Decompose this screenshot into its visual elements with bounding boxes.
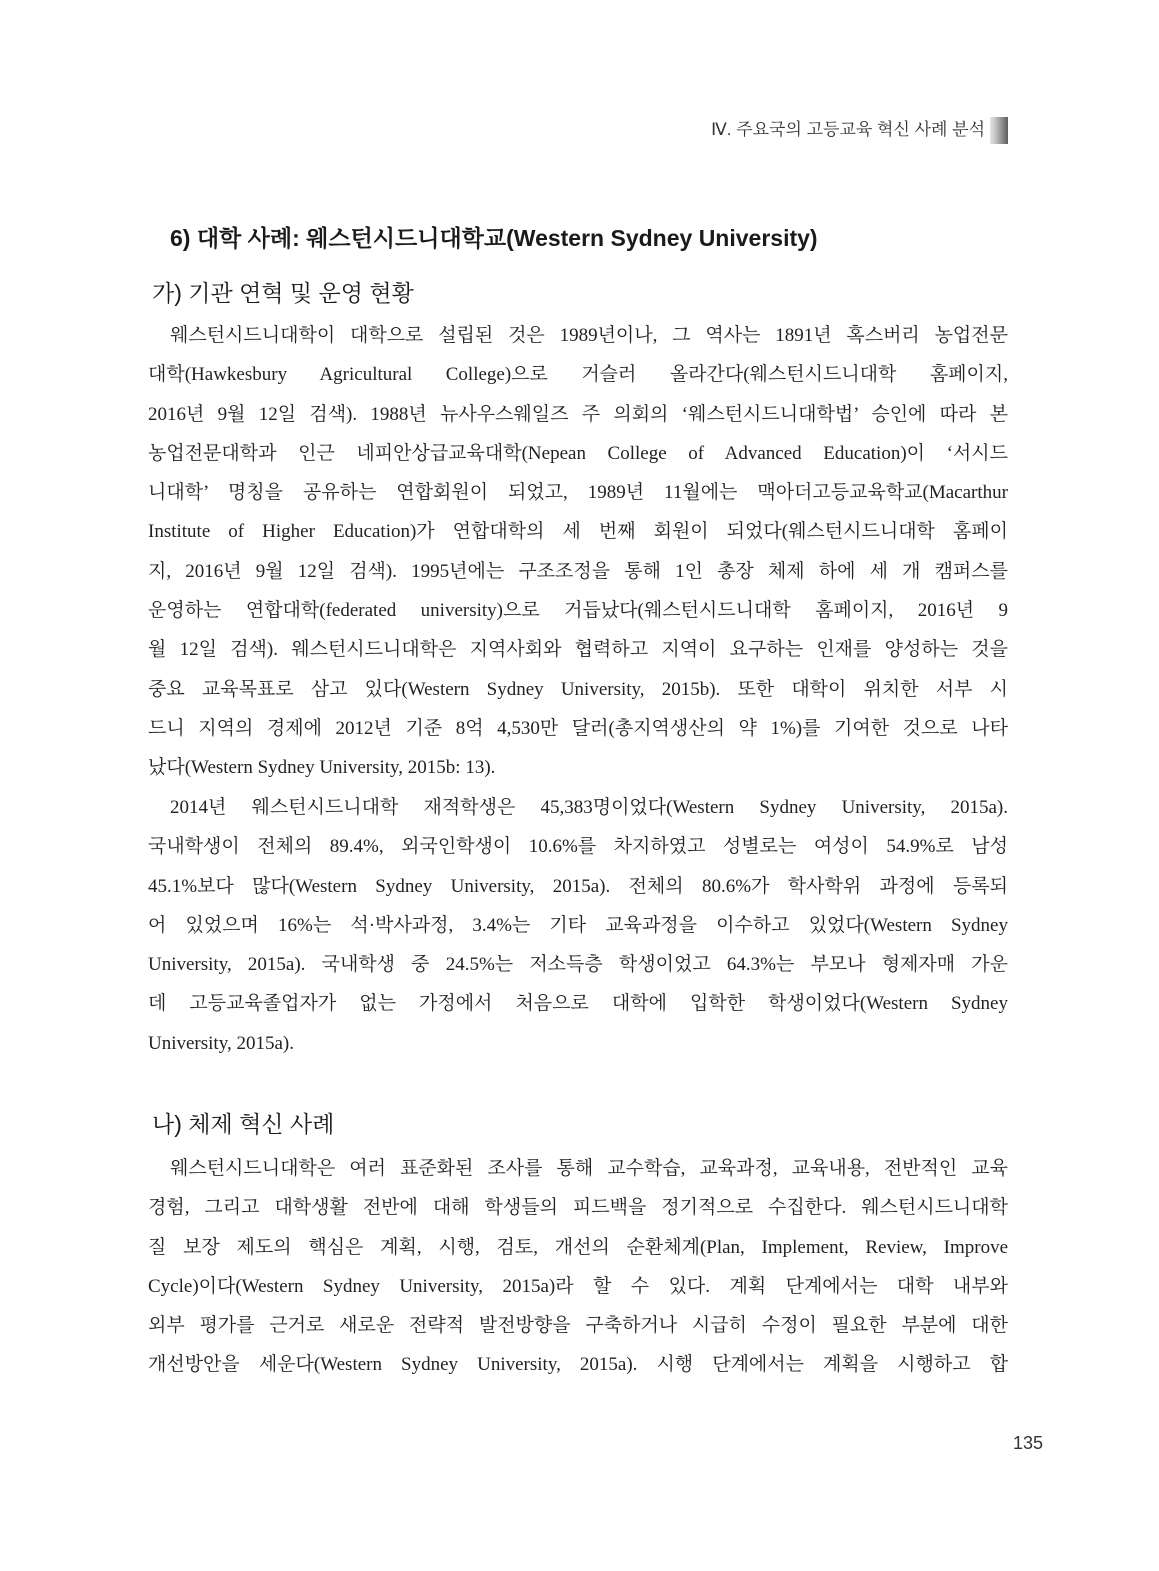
body-text-line: 국내학생이 전체의 89.4%, 외국인학생이 10.6%를 차지하였고 성별로는 여성이 54.9%로 남성: [148, 836, 1008, 858]
body-text-line: University, 2015a).: [148, 1032, 294, 1054]
section-heading: 6) 대학 사례: 웨스턴시드니대학교(Western Sydney University): [170, 225, 818, 251]
body-text-line: 농업전문대학과 인근 네피안상급교육대학(Nepean College of Advanced Education)이 ‘서시드: [148, 442, 1008, 464]
body-text-line: 외부 평가를 근거로 새로운 전략적 발전방향을 구축하거나 시급히 수정이 필요한 부분에 대한: [148, 1315, 1008, 1337]
body-text-line: 2014년 웨스턴시드니대학 재적학생은 45,383명이었다(Western Sydney University, 2015a).: [170, 797, 1008, 818]
body-text-line: 지, 2016년 9월 12일 검색). 1995년에는 구조조정을 통해 1인 총장 체제 하에 세 개 캠퍼스를: [148, 560, 1008, 582]
body-text-line: 질 보장 제도의 핵심은 계획, 시행, 검토, 개선의 순환체계(Plan, Implement, Review, Improve: [148, 1236, 1008, 1258]
subsection-heading: 가) 기관 연혁 및 운영 현황: [152, 280, 414, 306]
body-text-line: 대학(Hawkesbury Agricultural College)으로 거슬러 올라간다(웨스턴시드니대학 홈페이지,: [148, 364, 1008, 386]
body-text-line: University, 2015a). 국내학생 중 24.5%는 저소득층 학생이었고 64.3%는 부모나 형제자매 가운: [148, 954, 1008, 976]
body-text-line: 45.1%보다 많다(Western Sydney University, 2015a). 전체의 80.6%가 학사학위 과정에 등록되: [148, 875, 1008, 897]
body-text-line: 2016년 9월 12일 검색). 1988년 뉴사우스웨일즈 주 의회의 ‘웨스턴시드니대학법’ 승인에 따라 본: [148, 403, 1008, 425]
body-text-line: Cycle)이다(Western Sydney University, 2015a)라 할 수 있다. 계획 단계에서는 대학 내부와: [148, 1275, 1008, 1297]
body-text-line: 웨스턴시드니대학이 대학으로 설립된 것은 1989년이나, 그 역사는 1891년 혹스버리 농업전문: [170, 325, 1008, 346]
body-text-line: 개선방안을 세운다(Western Sydney University, 2015a). 시행 단계에서는 계획을 시행하고 합: [148, 1354, 1008, 1376]
body-text-line: 드니 지역의 경제에 2012년 기준 8억 4,530만 달러(총지역생산의 약 1%)를 기여한 것으로 나타: [148, 717, 1008, 739]
body-text-line: 데 고등교육졸업자가 없는 가정에서 처음으로 대학에 입학한 학생이었다(Western Sydney: [148, 993, 1008, 1015]
body-text-line: 났다(Western Sydney University, 2015b: 13).: [148, 757, 496, 779]
running-header-title: Ⅳ. 주요국의 고등교육 혁신 사례 분석: [711, 120, 985, 139]
header-decoration-bar: [990, 117, 1008, 144]
body-text-line: 어 있었으며 16%는 석·박사과정, 3.4%는 기타 교육과정을 이수하고 있었다(Western Sydney: [148, 914, 1008, 936]
body-text-line: 운영하는 연합대학(federated university)으로 거듭났다(웨스턴시드니대학 홈페이지, 2016년 9: [148, 600, 1008, 622]
body-text-line: 월 12일 검색). 웨스턴시드니대학은 지역사회와 협력하고 지역이 요구하는 인재를 양성하는 것을: [148, 639, 1008, 661]
body-text-line: 경험, 그리고 대학생활 전반에 대해 학생들의 피드백을 정기적으로 수집한다. 웨스턴시드니대학: [148, 1197, 1008, 1219]
paragraph: [148, 316, 1008, 788]
paragraph: [148, 1149, 1008, 1385]
body-text-line: 중요 교육목표로 삼고 있다(Western Sydney University, 2015b). 또한 대학이 위치한 서부 시: [148, 678, 1008, 700]
page-number: 135: [1012, 1433, 1043, 1453]
body-text-line: Institute of Higher Education)가 연합대학의 세 번째 회원이 되었다(웨스턴시드니대학 홈페이: [148, 521, 1008, 543]
paragraph: [148, 788, 1008, 1063]
subsection-heading: 나) 체제 혁신 사례: [152, 1111, 335, 1137]
body-text-line: 니대학’ 명칭을 공유하는 연합회원이 되었고, 1989년 11월에는 맥아더고등교육학교(Macarthur: [148, 482, 1008, 504]
body-text-line: 웨스턴시드니대학은 여러 표준화된 조사를 통해 교수학습, 교육과정, 교육내용, 전반적인 교육: [170, 1158, 1008, 1179]
